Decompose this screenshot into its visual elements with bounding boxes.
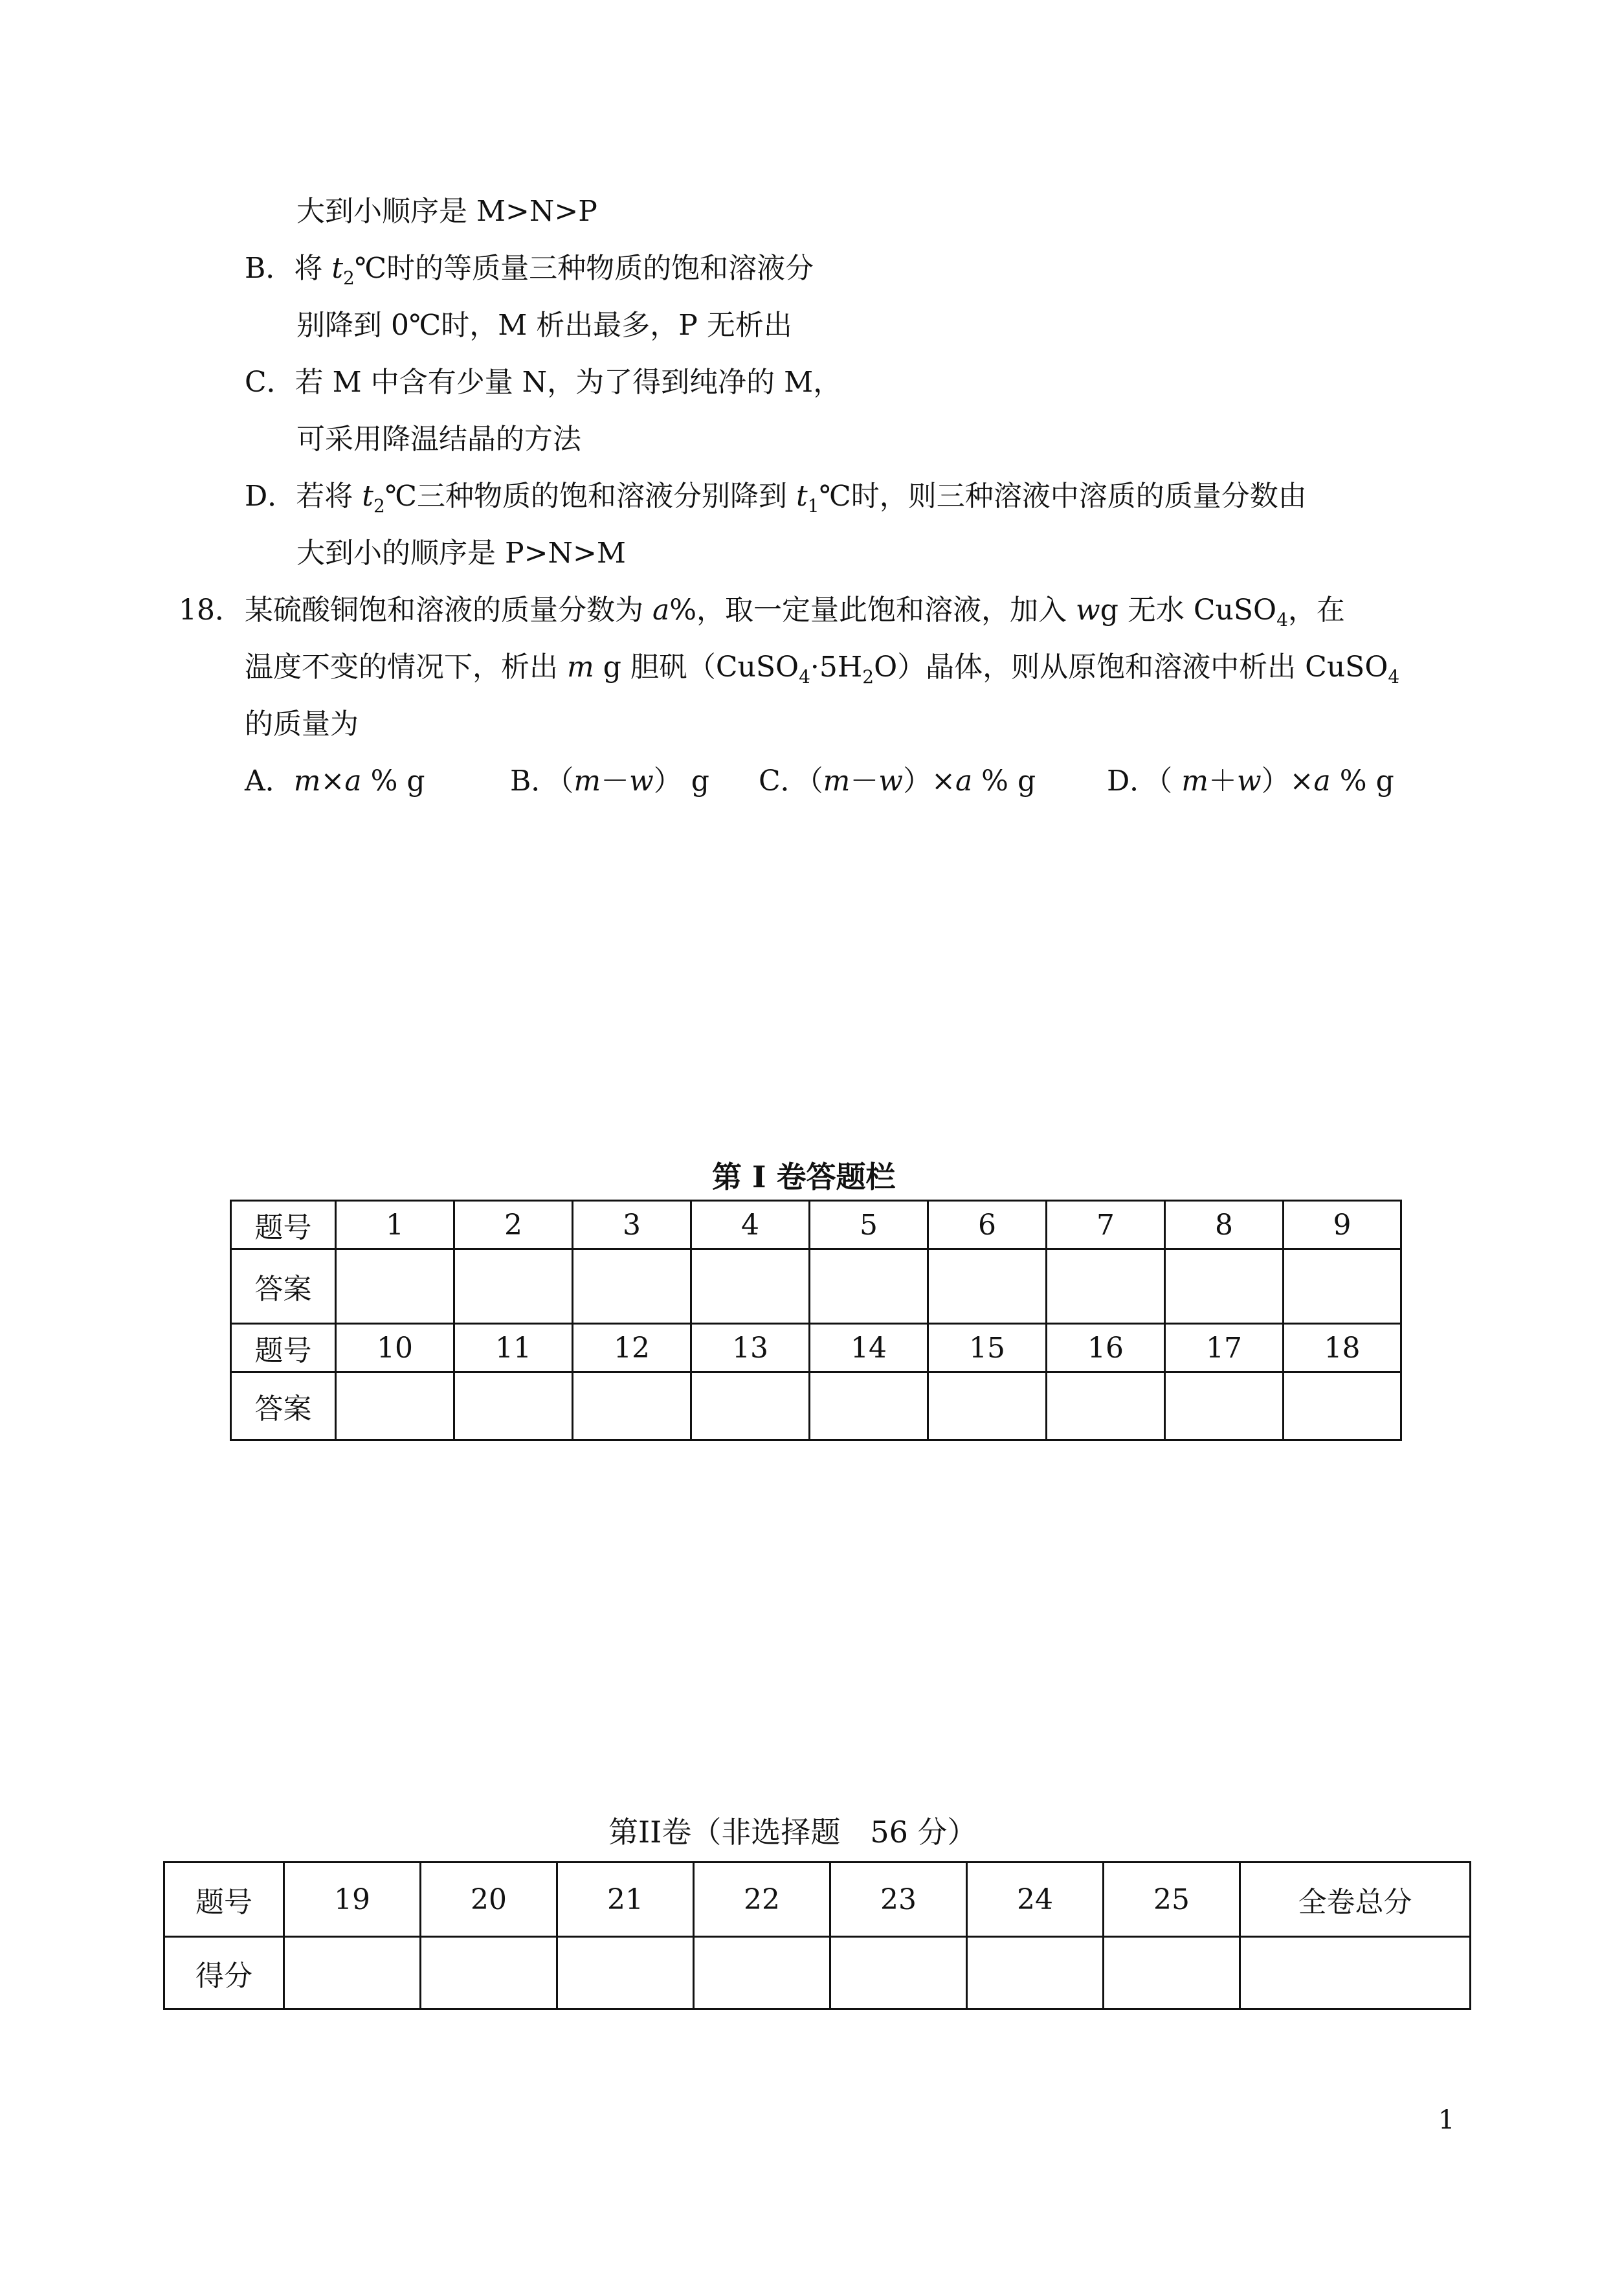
score-table-total-header: 全卷总分 [1240, 1862, 1471, 1937]
answer-table-num: 18 [1284, 1324, 1401, 1372]
answer-cell[interactable] [810, 1372, 928, 1440]
answer-cell[interactable] [928, 1372, 1047, 1440]
answer-table-num: 2 [454, 1201, 573, 1249]
score-cell[interactable] [830, 1937, 967, 2009]
score-cell[interactable] [557, 1937, 694, 2009]
score-table-num: 19 [284, 1862, 421, 1937]
score-table-num-label: 题号 [164, 1862, 284, 1937]
answer-table-num-label: 题号 [231, 1201, 336, 1249]
q18-stem-line2: 温度不变的情况下，析出 m g 胆矾$(CuSO_4\cdot 5H_2O)$晶体，则从原饱和溶液中析出 CuSO$_4$ [245, 651, 1400, 688]
answer-cell[interactable] [1284, 1249, 1401, 1324]
answer-cell[interactable] [454, 1372, 573, 1440]
answer-table-answer-label: 答案 [231, 1249, 336, 1324]
answer-cell[interactable] [1165, 1372, 1284, 1440]
answer-table-num: 5 [810, 1201, 928, 1249]
answer-table-num: 7 [1047, 1201, 1165, 1249]
score-table-score-row [164, 1937, 1471, 2009]
score-cell[interactable] [694, 1937, 830, 2009]
q17-option-b-line2: 别降到 0℃时，M 析出最多，P 无析出 [296, 309, 792, 342]
answer-table-num: 17 [1165, 1324, 1284, 1372]
score-table-title: 第II卷（非选择题 56 分） [608, 1815, 977, 1850]
score-table-num: 21 [557, 1862, 694, 1937]
score-cell[interactable] [967, 1937, 1104, 2009]
answer-cell[interactable] [810, 1249, 928, 1324]
answer-table-num: 12 [573, 1324, 691, 1372]
score-cell[interactable] [421, 1937, 557, 2009]
answer-cell[interactable] [336, 1372, 454, 1440]
q17-option-c-line2: 可采用降温结晶的方法 [296, 423, 581, 456]
answer-table-answer-label: 答案 [231, 1372, 336, 1440]
score-cell[interactable] [1104, 1937, 1240, 2009]
score-table-num: 24 [967, 1862, 1104, 1937]
score-cell[interactable] [1240, 1937, 1471, 2009]
q18-option-b: B．（m－w） g [510, 765, 709, 798]
answer-cell[interactable] [1047, 1372, 1165, 1440]
score-cell[interactable] [284, 1937, 421, 2009]
answer-cell[interactable] [691, 1249, 810, 1324]
answer-cell[interactable] [1165, 1249, 1284, 1324]
answer-table [230, 1200, 1402, 1441]
answer-table-num: 9 [1284, 1201, 1401, 1249]
answer-cell[interactable] [1284, 1372, 1401, 1440]
score-table-num: 23 [830, 1862, 967, 1937]
answer-table-num: 8 [1165, 1201, 1284, 1249]
answer-table-num: 15 [928, 1324, 1047, 1372]
answer-cell[interactable] [573, 1372, 691, 1440]
answer-table-num-row-1 [231, 1201, 1401, 1249]
q18-stem-line3: 的质量为 [245, 708, 359, 741]
answer-table-num: 3 [573, 1201, 691, 1249]
score-table-num: 20 [421, 1862, 557, 1937]
answer-table-answer-row-2 [231, 1372, 1401, 1440]
q18-option-d: D．（ m＋w）×a % g [1107, 765, 1394, 798]
answer-cell[interactable] [1047, 1249, 1165, 1324]
q17-option-c-line1: C．若 M 中含有少量 N，为了得到纯净的 M， [245, 366, 842, 399]
score-table-num: 22 [694, 1862, 830, 1937]
answer-table-num: 1 [336, 1201, 454, 1249]
answer-cell[interactable] [336, 1249, 454, 1324]
score-table-num-row [164, 1862, 1471, 1937]
answer-cell[interactable] [928, 1249, 1047, 1324]
q18-option-c: C．（m－w）×a % g [759, 765, 1036, 798]
q18-stem-line1: 某硫酸铜饱和溶液的质量分数为 a%，取一定量此饱和溶液，加入 wg 无水 CuSO$_4$，在 [245, 594, 1345, 631]
q18-number: 18． [179, 594, 243, 627]
q17-option-a-continuation: 大到小顺序是 M>N>P [296, 195, 597, 228]
q17-option-d-line2: 大到小的顺序是 P>N>M [296, 537, 626, 570]
answer-table-num: 6 [928, 1201, 1047, 1249]
q18-option-a: A．m×a % g [245, 765, 425, 798]
q17-option-d-line1: D．若将 $t_2℃$三种物质的饱和溶液分别降到 $t_1℃$时，则三种溶液中溶质的质量分数由 [245, 480, 1307, 517]
score-table-num: 25 [1104, 1862, 1240, 1937]
answer-table-num: 13 [691, 1324, 810, 1372]
answer-table-num-label: 题号 [231, 1324, 336, 1372]
q17-option-b-line1: B．将 $t_2℃$时的等质量三种物质的饱和溶液分 [245, 252, 814, 289]
score-table-score-label: 得分 [164, 1937, 284, 2009]
answer-table-num: 4 [691, 1201, 810, 1249]
score-table [163, 1861, 1471, 2010]
answer-table-num: 14 [810, 1324, 928, 1372]
answer-table-title: 第 I 卷答题栏 [712, 1159, 896, 1194]
answer-table-answer-row-1 [231, 1249, 1401, 1324]
answer-table-num-row-2 [231, 1324, 1401, 1372]
answer-cell[interactable] [691, 1372, 810, 1440]
answer-table-num: 16 [1047, 1324, 1165, 1372]
answer-cell[interactable] [573, 1249, 691, 1324]
page-number: 1 [1438, 2105, 1455, 2135]
answer-table-num: 10 [336, 1324, 454, 1372]
answer-cell[interactable] [454, 1249, 573, 1324]
answer-table-num: 11 [454, 1324, 573, 1372]
